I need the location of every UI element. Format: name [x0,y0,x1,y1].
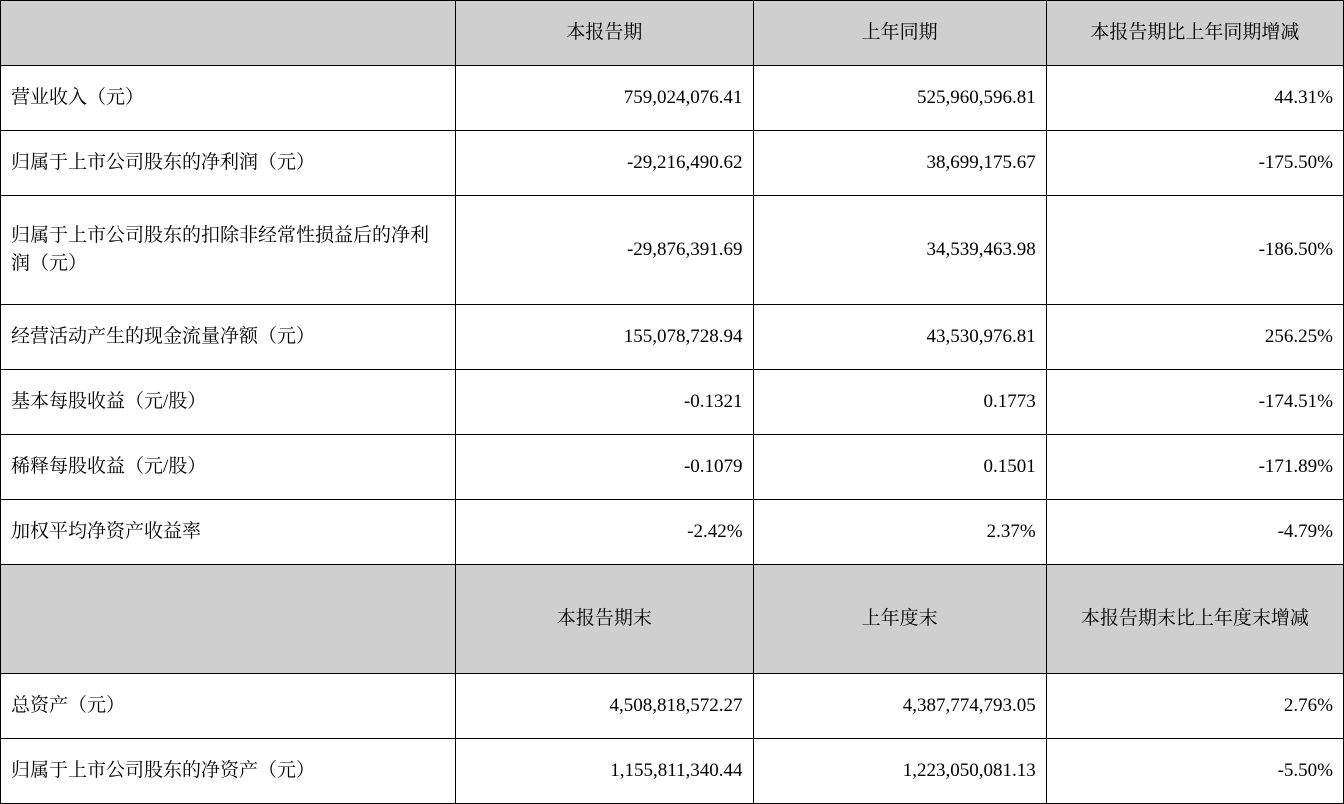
table-row [1,131,1344,196]
row-value-current: 155,078,728.94 [456,305,753,370]
row-value-change: -4.79% [1046,500,1343,565]
table-header-row-primary [1,1,1344,66]
header-cell-prior-year-end: 上年度末 [753,565,1046,674]
row-value-current: 759,024,076.41 [456,66,753,131]
row-value-prior: 525,960,596.81 [753,66,1046,131]
row-value-prior: 1,223,050,081.13 [753,739,1046,804]
row-value-prior: 0.1773 [753,370,1046,435]
header-cell-blank [1,565,456,674]
row-value-current: -29,876,391.69 [456,196,753,305]
row-label: 营业收入（元） [1,66,456,131]
row-value-current: 4,508,818,572.27 [456,674,753,739]
row-label: 总资产（元） [1,674,456,739]
row-value-prior: 4,387,774,793.05 [753,674,1046,739]
row-value-current: -0.1321 [456,370,753,435]
row-value-change: 256.25% [1046,305,1343,370]
row-value-current: -29,216,490.62 [456,131,753,196]
table-header-row-secondary [1,565,1344,674]
row-value-prior: 0.1501 [753,435,1046,500]
row-label: 归属于上市公司股东的净利润（元） [1,131,456,196]
row-value-prior: 2.37% [753,500,1046,565]
row-value-prior: 34,539,463.98 [753,196,1046,305]
row-value-current: -0.1079 [456,435,753,500]
row-label: 经营活动产生的现金流量净额（元） [1,305,456,370]
row-value-prior: 43,530,976.81 [753,305,1046,370]
row-value-change: -171.89% [1046,435,1343,500]
row-value-change: -175.50% [1046,131,1343,196]
row-label: 加权平均净资产收益率 [1,500,456,565]
header-cell-change-period-end: 本报告期末比上年度末增减 [1046,565,1343,674]
table-row [1,66,1344,131]
table-row [1,370,1344,435]
table-row [1,674,1344,739]
row-value-change: 2.76% [1046,674,1343,739]
table-row [1,500,1344,565]
row-label: 归属于上市公司股东的净资产（元） [1,739,456,804]
row-value-prior: 38,699,175.67 [753,131,1046,196]
row-label: 归属于上市公司股东的扣除非经常性损益后的净利润（元） [1,196,456,305]
header-cell-current-period: 本报告期 [456,1,753,66]
table-row [1,435,1344,500]
header-cell-blank [1,1,456,66]
header-cell-change: 本报告期比上年同期增减 [1046,1,1343,66]
row-value-current: 1,155,811,340.44 [456,739,753,804]
table-row [1,196,1344,305]
header-cell-prior-period: 上年同期 [753,1,1046,66]
table-row [1,305,1344,370]
row-value-current: -2.42% [456,500,753,565]
table-row [1,739,1344,804]
header-cell-current-period-end: 本报告期末 [456,565,753,674]
row-value-change: -5.50% [1046,739,1343,804]
row-value-change: 44.31% [1046,66,1343,131]
row-label: 稀释每股收益（元/股） [1,435,456,500]
row-value-change: -186.50% [1046,196,1343,305]
row-label: 基本每股收益（元/股） [1,370,456,435]
row-value-change: -174.51% [1046,370,1343,435]
